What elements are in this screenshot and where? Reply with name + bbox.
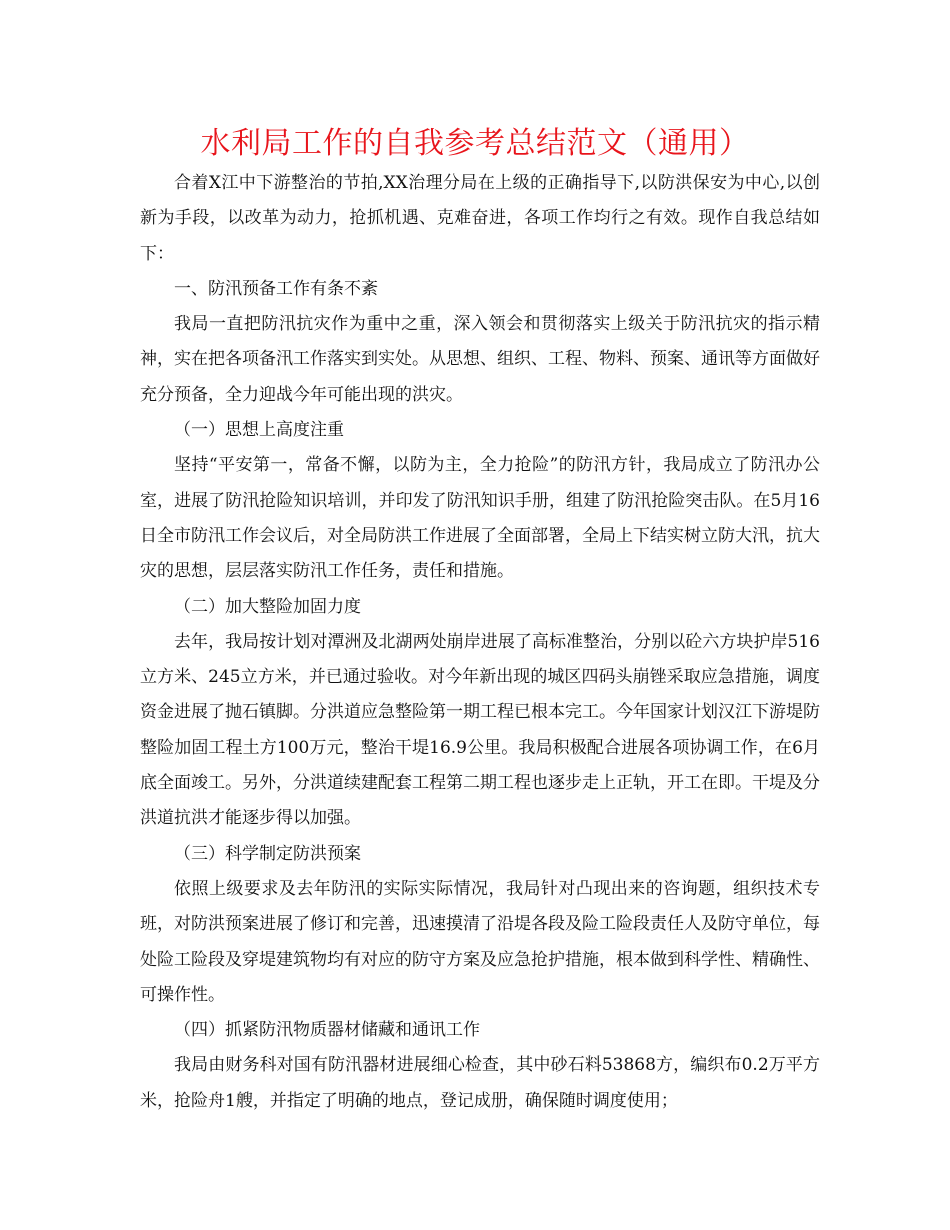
subsection-heading-3: （三）科学制定防洪预案 bbox=[174, 843, 361, 864]
body-paragraph: 去年，我局按计划对潭洲及北湖两处崩岸进展了高标准整治，分别以砼六方块护岸516立方米、245立方米，并已通过验收。对今年新出现的城区四码头崩锉采取应急措施，调度资金进展了抛石镇脚。分洪道应急整险第一期工程已根本完工。今年国家计划汉江下游堤防整险加固工程土方100万元，整治干堤16.9公里。我局积极配合进展各项协调工作，在6月底全面竣工。另外，分洪道续建配套工程第二期工程也逐步走上正轨，开工在即。干堤及分洪道抗洪才能逐步得以加强。 bbox=[140, 631, 820, 829]
subsection-heading-1: （一）思想上高度注重 bbox=[174, 420, 344, 441]
document-body bbox=[140, 166, 820, 1119]
intro-paragraph: 合着X江中下游整治的节拍,XX治理分局在上级的正确指导下,以防洪保安为中心,以创新为手段，以改革为动力，抢抓机遇、克难奋进，各项工作均行之有效。现作自我总结如下： bbox=[140, 173, 820, 264]
body-paragraph: 依照上级要求及去年防汛的实际实际情况，我局针对凸现出来的咨询题，组织技术专班，对防洪预案进展了修订和完善，迅速摸清了沿堤各段及险工险段责任人及防守单位，每处险工险段及穿堤建筑物均有对应的防守方案及应急抢护措施，根本做到科学性、精确性、可操作性。 bbox=[140, 878, 820, 1005]
body-paragraph: 坚持“平安第一，常备不懈，以防为主，全力抢险”的防汛方针，我局成立了防汛办公室，进展了防汛抢险知识培训，并印发了防汛知识手册，组建了防汛抢险突击队。在5月16日全市防汛工作会议后，对全局防洪工作进展了全面部署，全局上下结实树立防大汛，抗大灾的思想，层层落实防汛工作任务，责任和措施。 bbox=[140, 455, 820, 582]
body-paragraph: 我局一直把防汛抗灾作为重中之重，深入领会和贯彻落实上级关于防汛抗灾的指示精神，实在把各项备汛工作落实到实处。从思想、组织、工程、物料、预案、通讯等方面做好充分预备，全力迎战今年可能出现的洪灾。 bbox=[140, 314, 820, 405]
section-heading-1: 一、防汛预备工作有条不紊 bbox=[174, 278, 378, 299]
document-title: 水利局工作的自我参考总结范文（通用） bbox=[200, 126, 750, 161]
subsection-heading-2: （二）加大整险加固力度 bbox=[174, 596, 361, 617]
subsection-heading-4: （四）抓紧防汛物质器材储藏和通讯工作 bbox=[174, 1020, 480, 1041]
body-paragraph: 我局由财务科对国有防汛器材进展细心检查，其中砂石料53868方，编织布0.2万平方米，抢险舟1艘，并指定了明确的地点，登记成册，确保随时调度使用； bbox=[140, 1055, 820, 1111]
